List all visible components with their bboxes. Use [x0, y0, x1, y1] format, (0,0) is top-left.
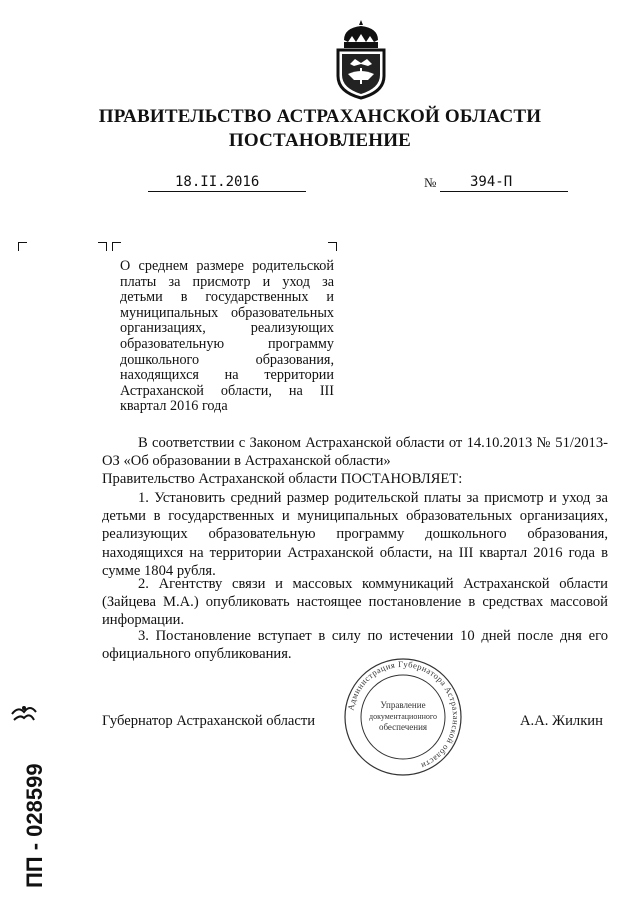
svg-text:Администрация Губернатора Астр: Администрация Губернатора Астраханской области — [345, 658, 462, 772]
svg-text:ПП - 028599: ПП - 028599 — [22, 763, 47, 888]
number-label: № — [424, 175, 437, 190]
body-item-2: 2. Агентству связи и массовых коммуникаций Астраханской области (Зайцева М.А.) опубликовать настоящее постановление в средствах массовой информации. — [102, 576, 608, 629]
document-type-title: ПОСТАНОВЛЕНИЕ — [228, 130, 412, 151]
corner-mark-left-2 — [112, 242, 121, 251]
document-subject: О среднем размере родительской платы за присмотр и уход за детьми в государственных и муниципальных образовательных организациях, реализующих образовательную программу дошкольного образования, находящихся на территории Астраханской области, на III квартал 2016 года — [120, 258, 334, 415]
signatory-name: А.А. Жилкин — [520, 713, 603, 729]
serial-number — [8, 740, 52, 890]
corner-mark-left-1 — [98, 242, 107, 251]
corner-mark-right — [328, 242, 337, 251]
svg-text:обеспечения: обеспечения — [378, 722, 428, 732]
ornament-mark-icon — [8, 700, 40, 730]
coat-of-arms-icon — [330, 18, 392, 100]
official-stamp-icon — [342, 656, 464, 778]
svg-text:документационного: документационного — [369, 712, 437, 721]
date-underline — [148, 190, 306, 192]
body-item-3: 3. Постановление вступает в силу по истечении 10 дней после дня его официального опубликования. — [102, 628, 608, 663]
number-underline — [440, 190, 568, 192]
svg-text:Управление: Управление — [380, 700, 426, 710]
body-item-1: 1. Установить средний размер родительской платы за присмотр и уход за детьми в государственных и муниципальных образовательных организациях, реализующих образовательную программу дошкольного образования, находящихся на территории Астраханской области, на III квартал 2016 года в сумме 1804 рубля. — [102, 490, 608, 579]
document-date: 18.II.2016 — [175, 174, 260, 190]
signatory-position: Губернатор Астраханской области — [102, 713, 316, 729]
issuer-title: ПРАВИТЕЛЬСТВО АСТРАХАНСКОЙ ОБЛАСТИ — [98, 106, 542, 127]
document-number: 394-П — [470, 174, 513, 190]
body-preamble: В соответствии с Законом Астраханской области от 14.10.2013 № 51/2013-ОЗ «Об образовании в Астраханской области» — [102, 435, 608, 470]
body-decree: Правительство Астраханской области ПОСТАНОВЛЯЕТ: — [102, 471, 463, 487]
corner-mark-top-left — [18, 242, 27, 251]
